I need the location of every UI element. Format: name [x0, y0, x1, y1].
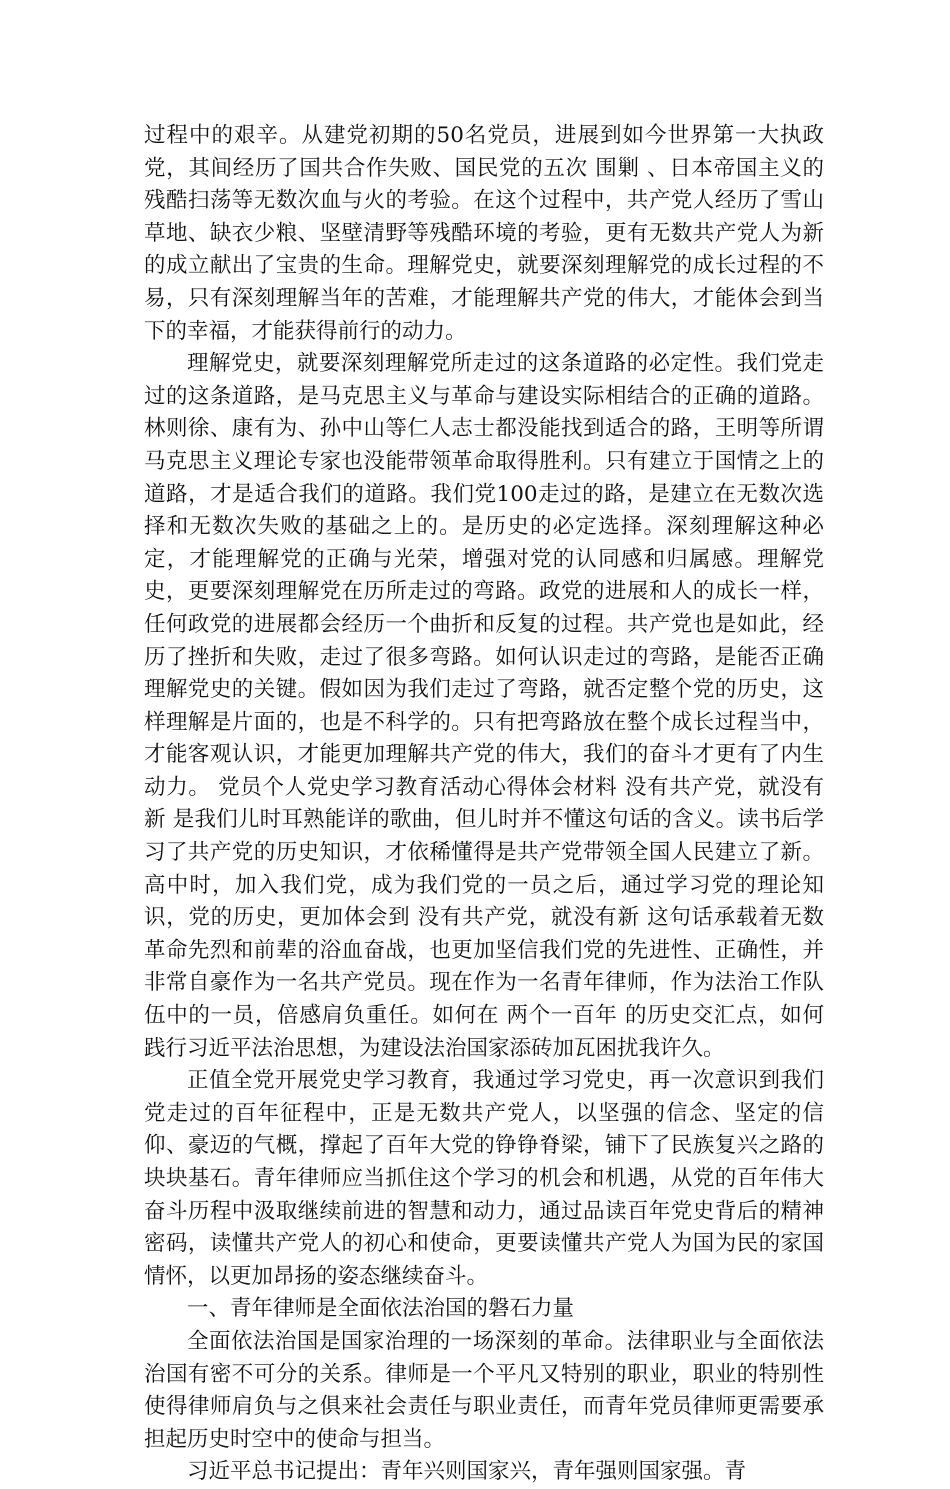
paragraph-path-necessity: 理解党史，就要深刻理解党所走过的这条道路的必定性。我们党走过的这条道路，是马克思主义与革命与建设实际相结合的正确的道路。林则徐、康有为、孙中山等仁人志士都没能找到适合的路，王明等所谓马克思主义理论专家也没能带领革命取得胜利。只有建立于国情之上的道路，才是适合我们的道路。我们党100走过的路，是建立在无数次选择和无数次失败的基础之上的。是历史的必定选择。深刻理解这种必定，才能理解党的正确与光荣，增强对党的认同感和归属感。理解党史，更要深刻理解党在历所走过的弯路。政党的进展和人的成长一样，任何政党的进展都会经历一个曲折和反复的过程。共产党也是如此，经历了挫折和失败，走过了很多弯路。如何认识走过的弯路，是能否正确理解党史的关键。假如因为我们走过了弯路，就否定整个党的历史，这样理解是片面的，也是不科学的。只有把弯路放在整个成长过程当中，才能客观认识，才能更加理解共产党的伟大，我们的奋斗才更有了内生动力。 党员个人党史学习教育活动心得体会材料 没有共产党，就没有新 是我们儿时耳熟能详的歌曲，但儿时并不懂这句话的含义。读书后学习了共产党的历史知识，才依稀懂得是共产党带领全国人民建立了新。高中时，加入我们党，成为我们党的一员之后，通过学习党的理论知识，党的历史，更加体会到 没有共产党，就没有新 这句话承载着无数革命先烈和前辈的浴血奋战，也更加坚信我们党的先进性、正确性，并非常自豪作为一名共产党员。现在作为一名青年律师，作为法治工作队伍中的一员，倍感肩负重任。如何在 两个一百年 的历史交汇点，如何践行习近平法治思想，为建设法治国家添砖加瓦困扰我许久。: [144, 351, 824, 1061]
paragraph-party-history-study: 正值全党开展党史学习教育，我通过学习党史，再一次意识到我们党走过的百年征程中，正是无数共产党人，以坚强的信念、坚定的信仰、豪迈的气概，撑起了百年大党的铮铮脊梁，铺下了民族复兴之路的块块基石。青年律师应当抓住这个学习的机会和机遇，从党的百年伟大奋斗历程中汲取继续前进的智慧和动力，通过品读百年党史背后的精神密码，读懂共产党人的初心和使命，更要读懂共产党人为国为民的家国情怀，以更加昂扬的姿态继续奋斗。: [144, 1068, 824, 1289]
document-body: [144, 120, 824, 1489]
paragraph-youth-quote: 习近平总书记提出：青年兴则国家兴，青年强则国家强。青: [187, 1459, 747, 1485]
section-heading-young-lawyers: 一、青年律师是全面依法治国的磐石力量: [187, 1296, 575, 1322]
paragraph-rule-of-law: 全面依法治国是国家治理的一场深刻的革命。法律职业与全面依法治国有密不可分的关系。律师是一个平凡又特别的职业，职业的特别性使得律师肩负与之俱来社会责任与职业责任，而青年党员律师更需要承担起历史时空中的使命与担当。: [144, 1328, 824, 1452]
paragraph-hardships: 过程中的艰辛。从建党初期的50名党员，进展到如今世界第一大执政党，其间经历了国共合作失败、国民党的五次 围剿 、日本帝国主义的残酷扫荡等无数次血与火的考验。在这个过程中，共产党人经历了雪山草地、缺衣少粮、坚壁清野等残酷环境的考验，更有无数共产党人为新的成立献出了宝贵的生命。理解党史，就要深刻理解党的成长过程的不易，只有深刻理解当年的苦难，才能理解共产党的伟大，才能体会到当下的幸福，才能获得前行的动力。: [144, 123, 824, 344]
